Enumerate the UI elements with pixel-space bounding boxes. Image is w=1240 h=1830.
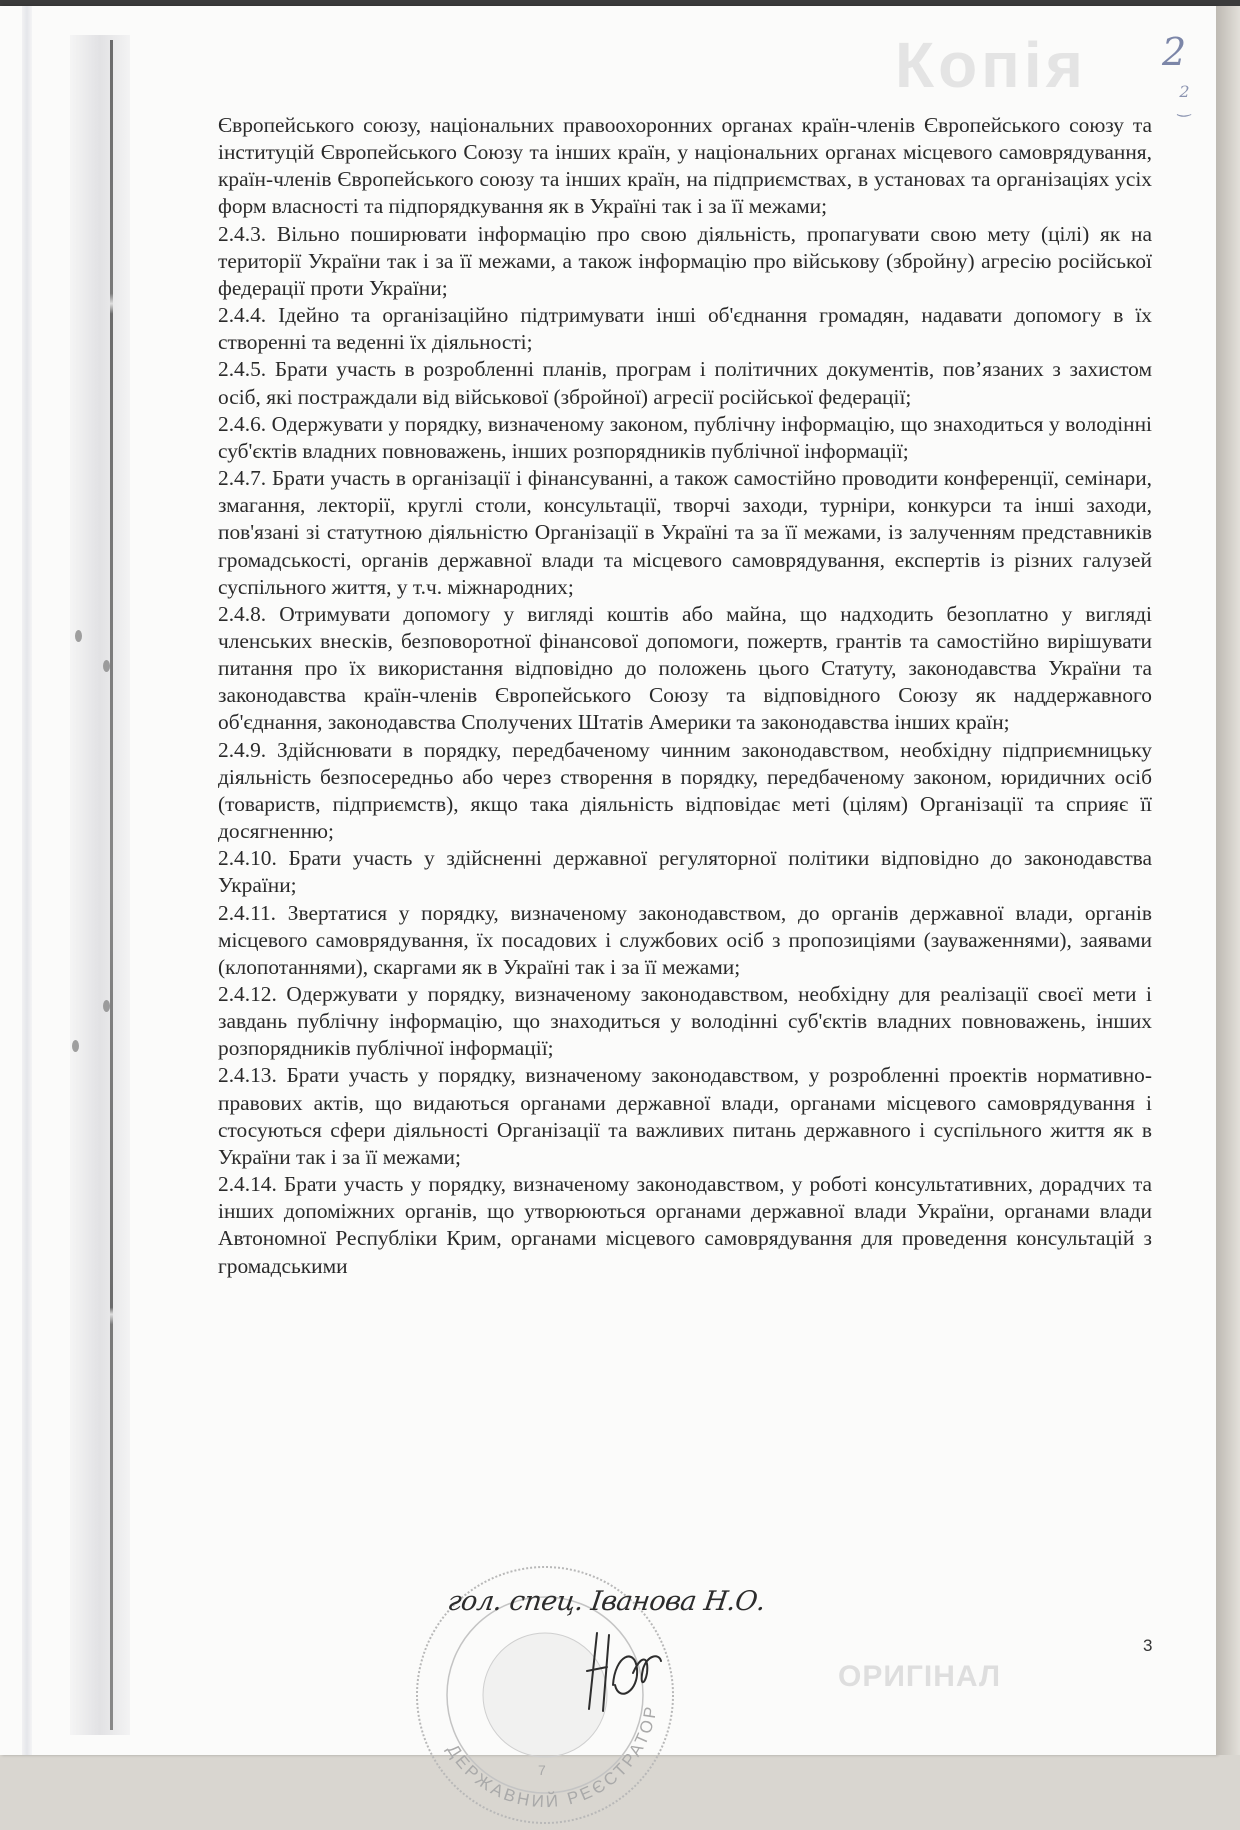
binding-hole <box>72 1040 79 1052</box>
original-watermark: ОРИГІНАЛ <box>838 1660 1001 1693</box>
scan-left-shadow <box>22 6 32 1755</box>
handwritten-sub-mark <box>1178 84 1191 116</box>
paragraph-2-4-12: 2.4.12. Одержувати у порядку, визначеному законодавством, необхідну для реалізації своєї мети і завдань публічну інформацію, що знаходиться у володінні суб'єктів владних повноважень, інших розпорядників публічної інформації; <box>218 982 1152 1061</box>
page-number: 3 <box>1143 1636 1153 1655</box>
binding-hole <box>103 1000 110 1012</box>
binding-hole <box>75 630 82 642</box>
stamp-text: ДЕРЖАВНИЙ РЕЄСТРАТОР <box>443 1702 661 1812</box>
charter-text <box>218 112 1152 1280</box>
binding-hole <box>103 660 110 672</box>
paragraph-2-4-10: 2.4.10. Брати участь у здійсненні державної регуляторної політики відповідно до законодавства України; <box>218 846 1152 898</box>
certification-note: гол. спец. Іванова Н.О. <box>445 1586 768 1617</box>
stamp-number: 7 <box>538 1762 546 1778</box>
handwritten-arc-icon: ‿ <box>1178 98 1191 117</box>
paragraph-2-4-4: 2.4.4. Ідейно та організаційно підтримувати інші об'єднання громадян, надавати допомогу в їх створенні та веденні їх діяльності; <box>218 303 1152 355</box>
paragraph-2-4-9: 2.4.9. Здійснювати в порядку, передбаченому чинним законодавством, необхідну підприємницьку діяльність безпосередньо або через створення в порядку, передбаченому законом, юридичних осіб (товариств, підприємств), якщо така діяльність відповідає меті (цілям) Організації та сприяє її досягненню; <box>218 737 1152 844</box>
paragraph: Європейського союзу, національних правоохоронних органах країн-членів Європейського союзу та інституцій Європейського Союзу та інших країн, у національних органах місцевого самоврядування, країн-членів Європейського союзу та інших країн, на підприємствах, в установах та організаціях усіх форм власності та підпорядкування як в Україні так і за її межами; <box>218 113 1152 219</box>
paragraph-2-4-5: 2.4.5. Брати участь в розробленні планів, програм і політичних документів, пов’язаних з захистом осіб, які постраждали від військової (збройної) агресії російської федерації; <box>218 357 1152 409</box>
signature <box>585 1625 665 1715</box>
handwritten-page-mark: 2 <box>1162 30 1187 74</box>
paragraph-2-4-6: 2.4.6. Одержувати у порядку, визначеному законом, публічну інформацію, що знаходиться у володінні суб'єктів владних повноважень, інших розпорядників публічної інформації; <box>218 411 1152 463</box>
binding-staple-line <box>110 40 113 1730</box>
paragraph-2-4-3: 2.4.3. Вільно поширювати інформацію про свою діяльність, пропагувати свою мету (цілі) як на території України так і за її межами, а також інформацію про військову (збройну) агресію російської федерації проти України; <box>218 221 1152 300</box>
scan-right-edge <box>1216 6 1240 1755</box>
paragraph-2-4-7: 2.4.7. Брати участь в організації і фінансуванні, а також самостійно проводити конференції, семінари, змагання, лекторії, круглі столи, консультації, творчі заходи, турніри, конкурси та інші заходи, пов'язані зі статутною діяльністю Організації в Україні та за її межами, із залученням представників громадськості, органів державної влади та місцевого самоврядування, експертів із різних галузей суспільного життя, у т.ч. міжнародних; <box>218 466 1152 599</box>
paragraph-2-4-13: 2.4.13. Брати участь у порядку, визначеному законодавством, у розробленні проектів нормативно-правових актів, що видаються органами державної влади, органами місцевого самоврядування і стосуються сфери діяльності Організації та важливих питань державного і суспільного життя як в України так і за її межами; <box>218 1063 1152 1169</box>
paragraph-2-4-14: 2.4.14. Брати участь у порядку, визначеному законодавством, у роботі консультативних, дорадчих та інших допоміжних органів, що утворюються органами державної влади України, органами влади Автономної Республіки Крим, органами місцевого самоврядування для проведення консультацій з громадськими <box>218 1172 1152 1278</box>
handwritten-sub-number: 2 <box>1179 82 1190 101</box>
binding-shadow <box>70 35 130 1735</box>
copy-watermark: Копія <box>895 29 1087 101</box>
paragraph-2-4-8: 2.4.8. Отримувати допомогу у вигляді коштів або майна, що надходить безоплатно у вигляді членських внесків, безповоротної фінансової допомоги, пожертв, грантів та самостійно вирішувати питання про їх використання відповідно до положень цього Статуту, законодавства України та законодавства країн-членів Європейського Союзу та відповідного Союзу як наддержавного об'єднання, законодавства Сполучених Штатів Америки та законодавства інших країн; <box>218 601 1152 735</box>
paragraph-2-4-11: 2.4.11. Звертатися у порядку, визначеному законодавством, до органів державної влади, органів місцевого самоврядування, їх посадових і службових осіб з пропозиціями (зауваженнями), заявами (клопотаннями), скаргами як в Україні так і за її межами; <box>218 900 1152 979</box>
